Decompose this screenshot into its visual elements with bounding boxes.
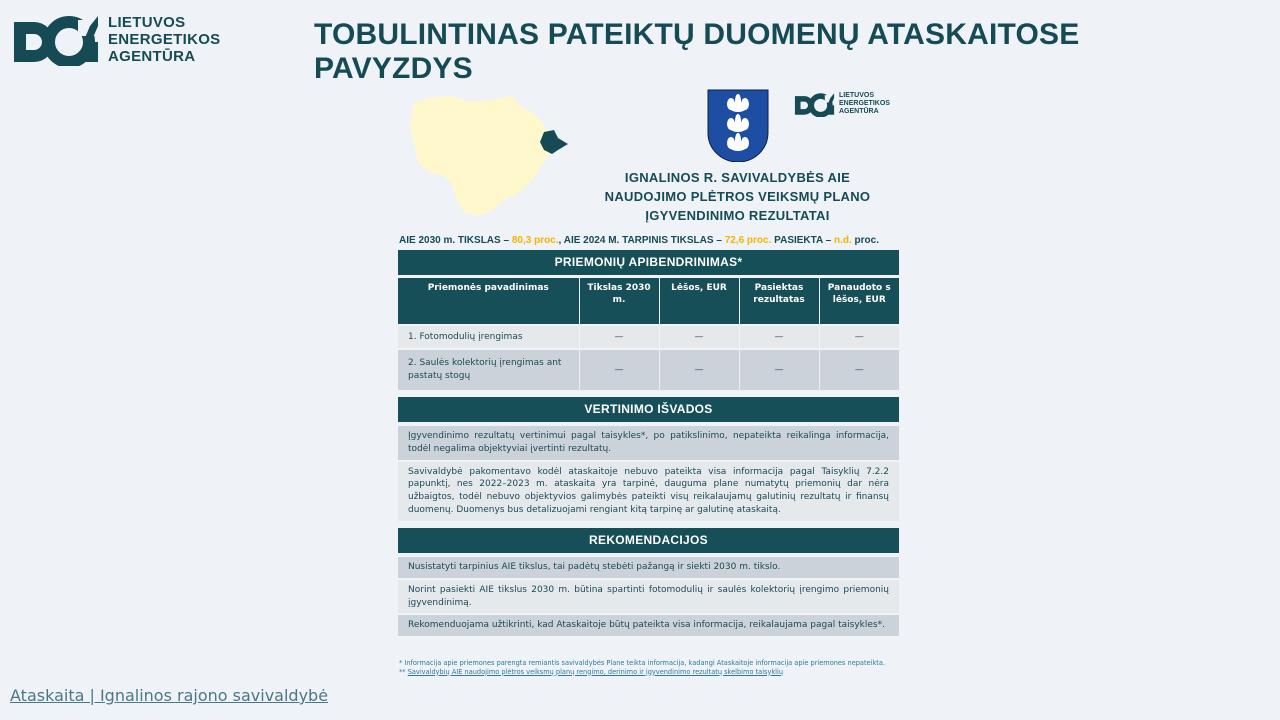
measure-target: — xyxy=(579,325,659,349)
col-header-funds: Lėšos, EUR xyxy=(659,278,739,325)
measure-used: — xyxy=(819,349,899,390)
mini-logo-text xyxy=(839,92,890,116)
lithuania-map-icon xyxy=(408,92,574,218)
evaluation-panel xyxy=(398,397,899,521)
measure-used: — xyxy=(819,325,899,349)
logo-line-2: ENERGETIKOS xyxy=(108,30,221,48)
ignalina-coat-of-arms-icon xyxy=(707,89,769,162)
table-header-row xyxy=(398,278,899,325)
recommendations-heading: REKOMENDACIJOS xyxy=(398,528,899,553)
mini-logo-line-1: LIETUVOS xyxy=(839,92,875,99)
lea-logo-icon xyxy=(12,12,102,66)
measure-target: — xyxy=(579,349,659,390)
col-header-result: Pasiektas rezultatas xyxy=(739,278,819,325)
page-title: TOBULINTINAS PATEIKTŲ DUOMENŲ ATASKAITOSE PAVYZDYS xyxy=(314,18,1080,85)
mini-logo-line-2: ENERGETIKOS xyxy=(839,100,890,107)
achieved-label: PASIEKTA – xyxy=(771,235,834,246)
target-2030-label: AIE 2030 m. TIKSLAS – xyxy=(399,235,512,246)
measure-result: — xyxy=(739,325,819,349)
footnote-1: * Informacija apie priemones parengta remiantis savivaldybės Plane teikta informacija, kadangi Ataskaitoje informacija apie priemones nepateikta. xyxy=(399,659,885,667)
col-header-used: Panaudoto s lėšos, EUR xyxy=(819,278,899,325)
recommendations-panel xyxy=(398,528,899,636)
targets-line xyxy=(399,235,909,246)
measure-funds: — xyxy=(659,349,739,390)
measure-name: 2. Saulės kolektorių įrengimas ant pastatų stogų xyxy=(398,349,579,390)
achieved-unit: proc. xyxy=(851,235,880,246)
rules-link[interactable]: Savivaldybių AIE naudojimo plėtros veiksmų planų rengimo, derinimo ir įgyvendinimo rezultatų skelbimo taisyklių xyxy=(407,667,784,676)
target-2030-value: 80,3 proc. xyxy=(511,235,559,246)
target-2024-value: 72,6 proc. xyxy=(724,235,772,246)
recommendation-item: Rekomenduojama užtikrinti, kad Ataskaitoje būtų pateikta visa informacija, reikalaujama pagal taisykles*. xyxy=(398,613,899,636)
footnote-2-prefix: ** xyxy=(399,667,408,676)
measure-result: — xyxy=(739,349,819,390)
measure-funds: — xyxy=(659,325,739,349)
table-row xyxy=(398,325,899,349)
logo-line-3: AGENTŪRA xyxy=(108,47,196,65)
mini-logo-line-3: AGENTŪRA xyxy=(839,108,879,115)
table-row xyxy=(398,349,899,390)
recommendation-item: Norint pasiekti AIE tikslus 2030 m. būtina spartinti fotomodulių ir saulės kolektorių įrengimo priemonių įgyvendinimą. xyxy=(398,578,899,614)
report-link[interactable]: Ataskaita | Ignalinos rajono savivaldybė xyxy=(10,686,329,705)
lea-logo-icon xyxy=(794,91,836,117)
measures-table xyxy=(398,278,899,390)
col-header-name: Priemonės pavadinimas xyxy=(398,278,579,325)
measures-heading: PRIEMONIŲ APIBENDRINIMAS* xyxy=(398,250,899,275)
evaluation-heading: VERTINIMO IŠVADOS xyxy=(398,397,899,422)
recommendation-item: Nusistatyti tarpinius AIE tikslus, tai padėtų stebėti pažangą ir siekti 2030 m. tikslo. xyxy=(398,555,899,578)
measure-name: 1. Fotomodulių įrengimas xyxy=(398,325,579,349)
measures-panel xyxy=(398,250,899,390)
evaluation-item: Įgyvendinimo rezultatų vertinimui pagal taisykles*, po patikslinimo, nepateikta reikalinga informacija, todėl negalima objektyviai įvertinti rezultatų. xyxy=(398,424,899,460)
report-title: IGNALINOS R. SAVIVALDYBĖS AIE NAUDOJIMO PLĖTROS VEIKSMŲ PLANO ĮGYVENDINIMO REZULTATAI xyxy=(604,170,871,223)
footnote-2 xyxy=(399,668,899,677)
footnotes xyxy=(399,659,899,676)
lea-logo xyxy=(12,12,220,66)
achieved-value: n.d. xyxy=(834,235,852,246)
logo-line-1: LIETUVOS xyxy=(108,13,186,31)
target-2024-label: , AIE 2024 M. TARPINIS TIKSLAS – xyxy=(558,235,725,246)
evaluation-item: Savivaldybė pakomentavo kodėl ataskaitoje nebuvo pateikta visa informacija pagal Taisyklių 7.2.2 papunktį, nes 2022–2023 m. ataskaita yra tarpinė, dauguma plane numatytų priemonių dar nėra užbaigtos, todėl nebuvo objektyvios galimybės pateikti visų reikalaujamų galutinių rezultatų ir finansų duomenų. Duomenys bus detalizuojami rengiant kitą tarpinę ar galutinę ataskaitą. xyxy=(398,460,899,521)
lea-mini-logo xyxy=(794,91,890,117)
col-header-target: Tikslas 2030 m. xyxy=(579,278,659,325)
logo-text xyxy=(108,14,220,65)
